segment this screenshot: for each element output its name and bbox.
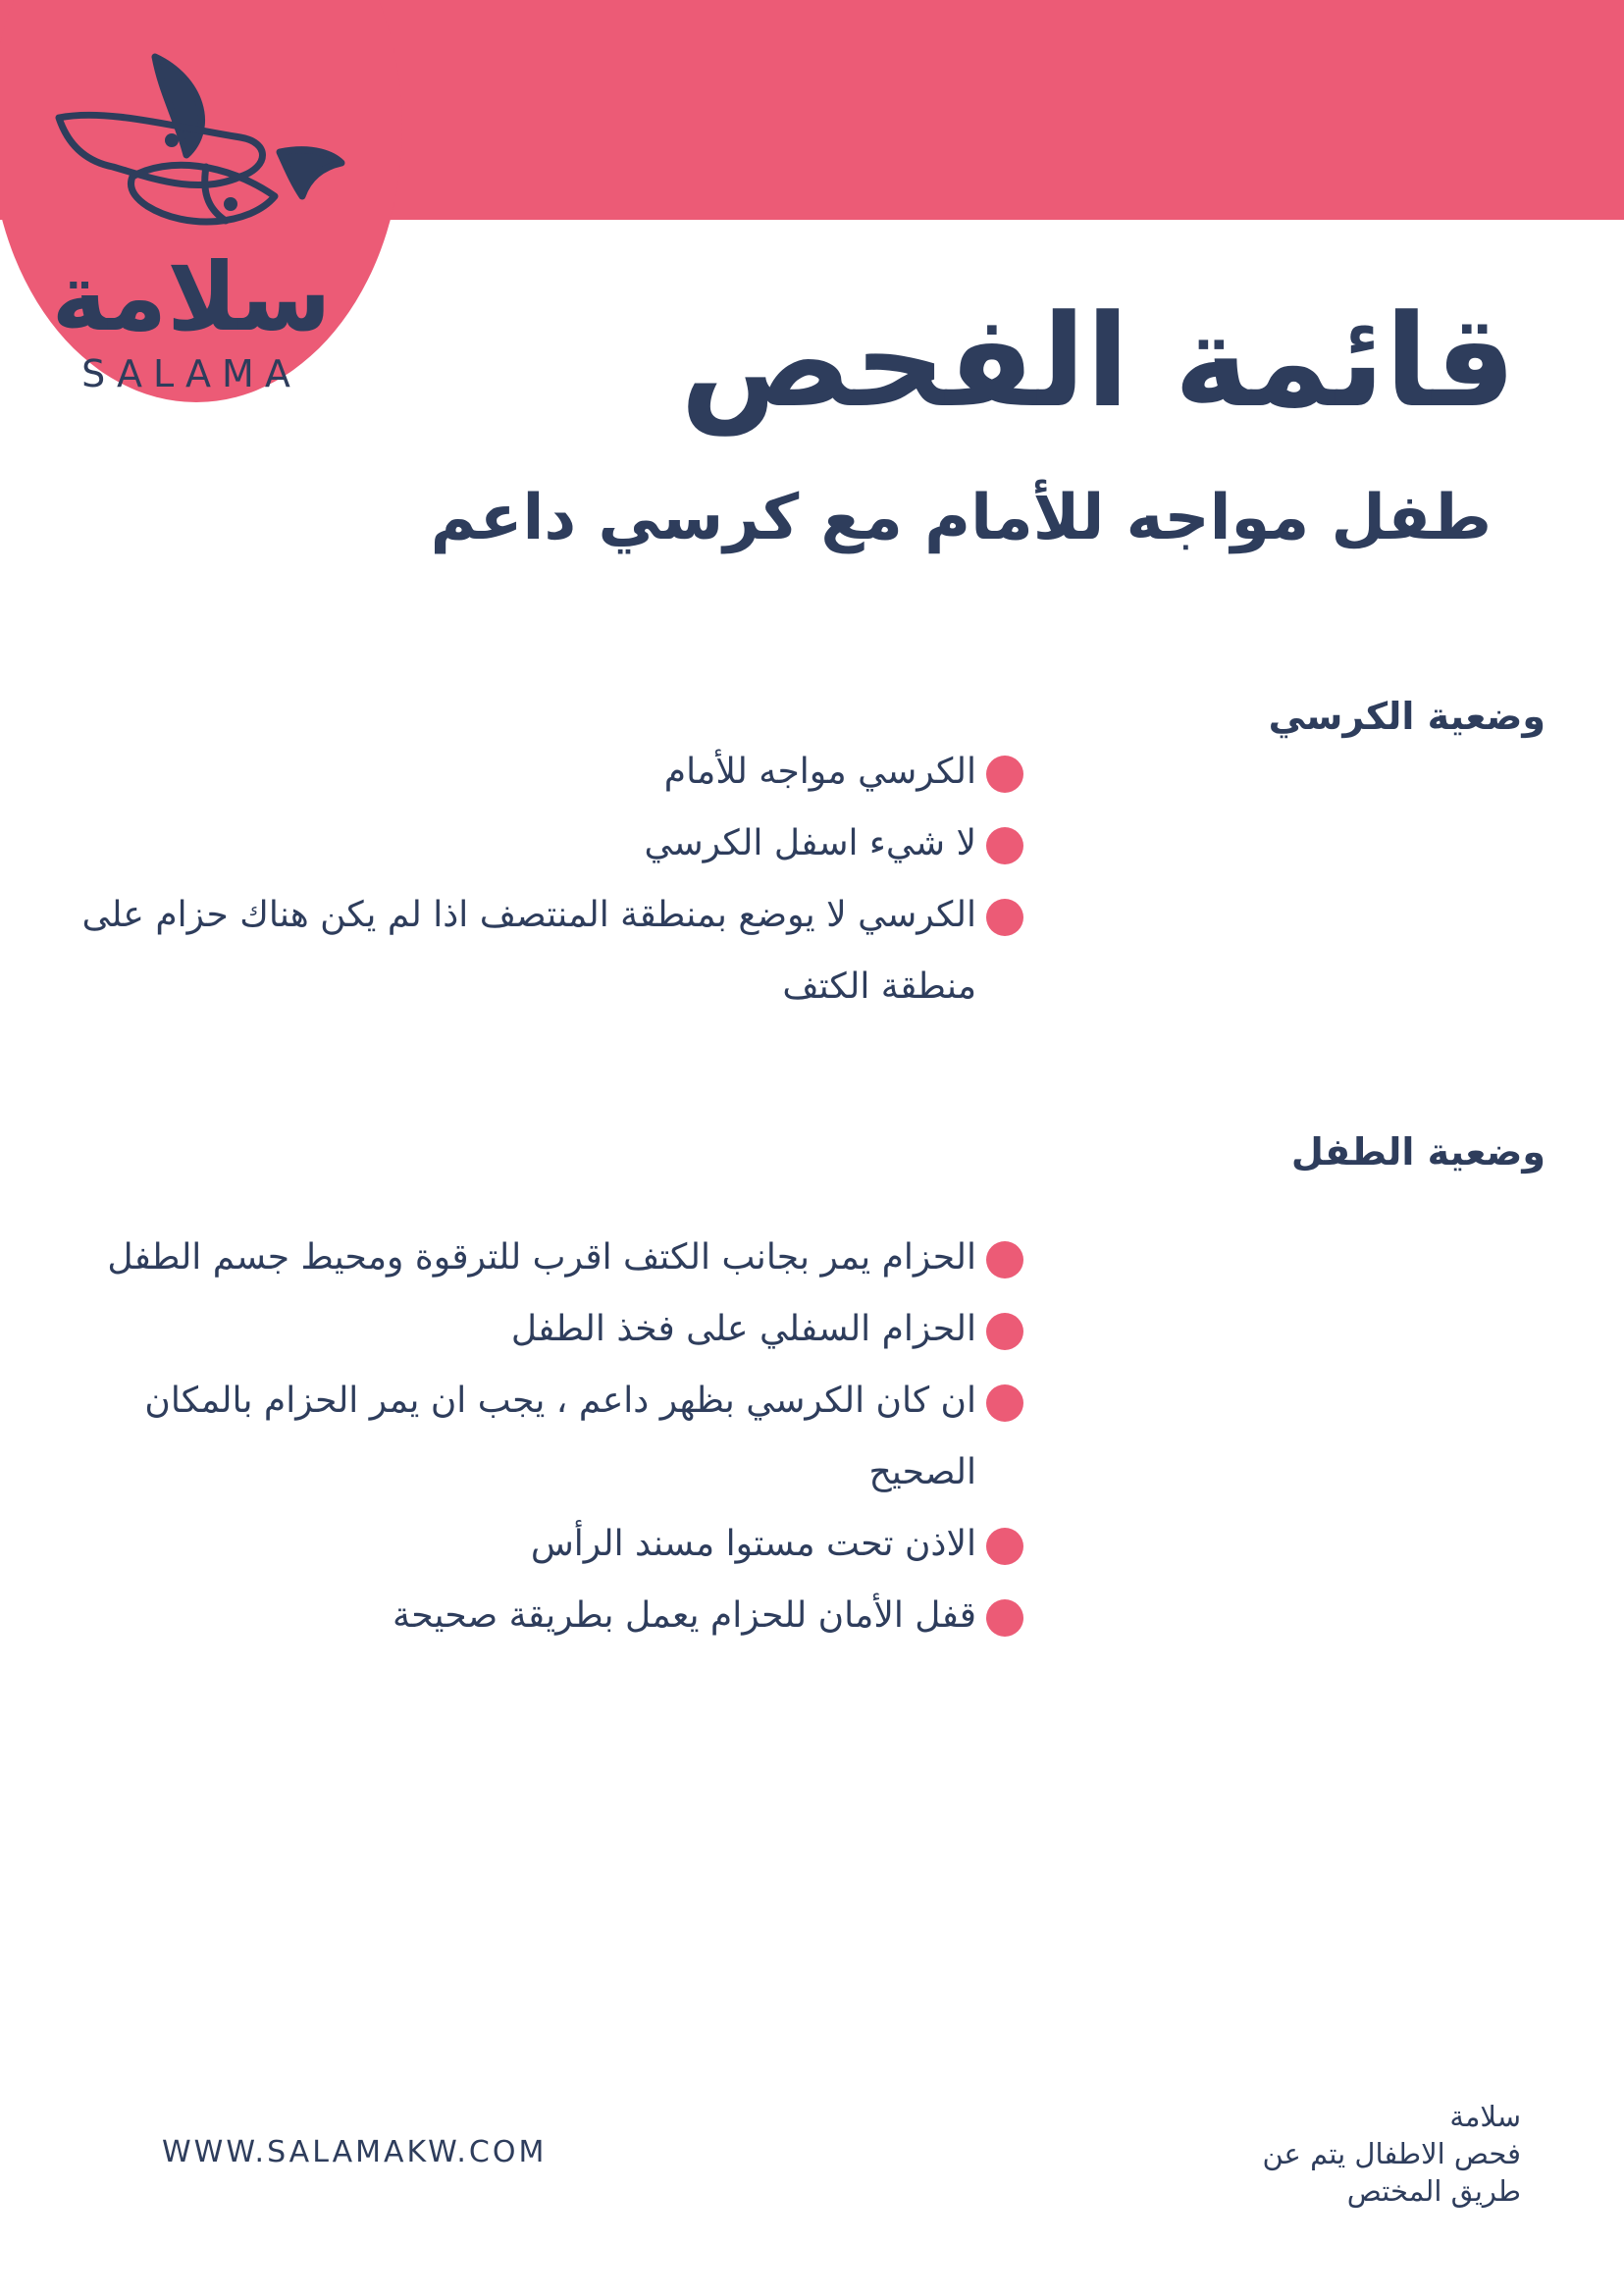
bullet-dot-icon [986, 1241, 1023, 1278]
website-link[interactable]: WWW.SALAMAKW.COM [162, 2135, 548, 2169]
list-item: قفل الأمان للحزام يعمل بطريقة صحيحة [34, 1580, 976, 1651]
bullet-dot-icon [986, 899, 1023, 936]
logo-arabic-wordmark: سلامة [51, 242, 332, 352]
bullet-dot-icon [986, 1599, 1023, 1637]
list-item: الكرسي مواجه للأمام [34, 736, 976, 808]
bullet-dot-icon [986, 1384, 1023, 1422]
salama-logo [29, 39, 353, 395]
list-item: الحزام السفلي على فخذ الطفل [34, 1293, 976, 1365]
bullet-dot-icon [986, 827, 1023, 864]
bullet-dot-icon [986, 1528, 1023, 1565]
bullet-dot-icon [986, 1313, 1023, 1350]
footer-note-line: فحص الاطفال يتم عن [1262, 2137, 1521, 2170]
list-item: الحزام يمر بجانب الكتف اقرب للترقوة ومحيط جسم الطفل [34, 1222, 976, 1293]
list-item: الاذن تحت مستوا مسند الرأس [34, 1508, 976, 1580]
checklist-child-position [34, 1222, 976, 1651]
footer-note-line: طريق المختص [1346, 2174, 1521, 2208]
list-item: لا شيء اسفل الكرسي [34, 808, 976, 879]
checklist-seat-position [34, 736, 976, 1022]
logo-latin-wordmark: SALAMA [81, 352, 301, 395]
section-heading-seat-position: وضعية الكرسي [1268, 695, 1545, 738]
footer-note [1262, 2098, 1521, 2210]
list-item: الكرسي لا يوضع بمنطقة المنتصف اذا لم يكن هناك حزام على منطقة الكتف [34, 879, 976, 1022]
fox-mark-icon [29, 39, 353, 265]
page-subtitle: طفل مواجه للأمام مع كرسي داعم [430, 482, 1492, 554]
section-heading-child-position: وضعية الطفل [1290, 1130, 1545, 1174]
page-title: قائمة الفحص [680, 287, 1516, 436]
list-item: ان كان الكرسي بظهر داعم ، يجب ان يمر الحزام بالمكان الصحيح [34, 1365, 976, 1508]
bullet-dot-icon [986, 756, 1023, 793]
footer-note-line: سلامة [1449, 2100, 1521, 2133]
